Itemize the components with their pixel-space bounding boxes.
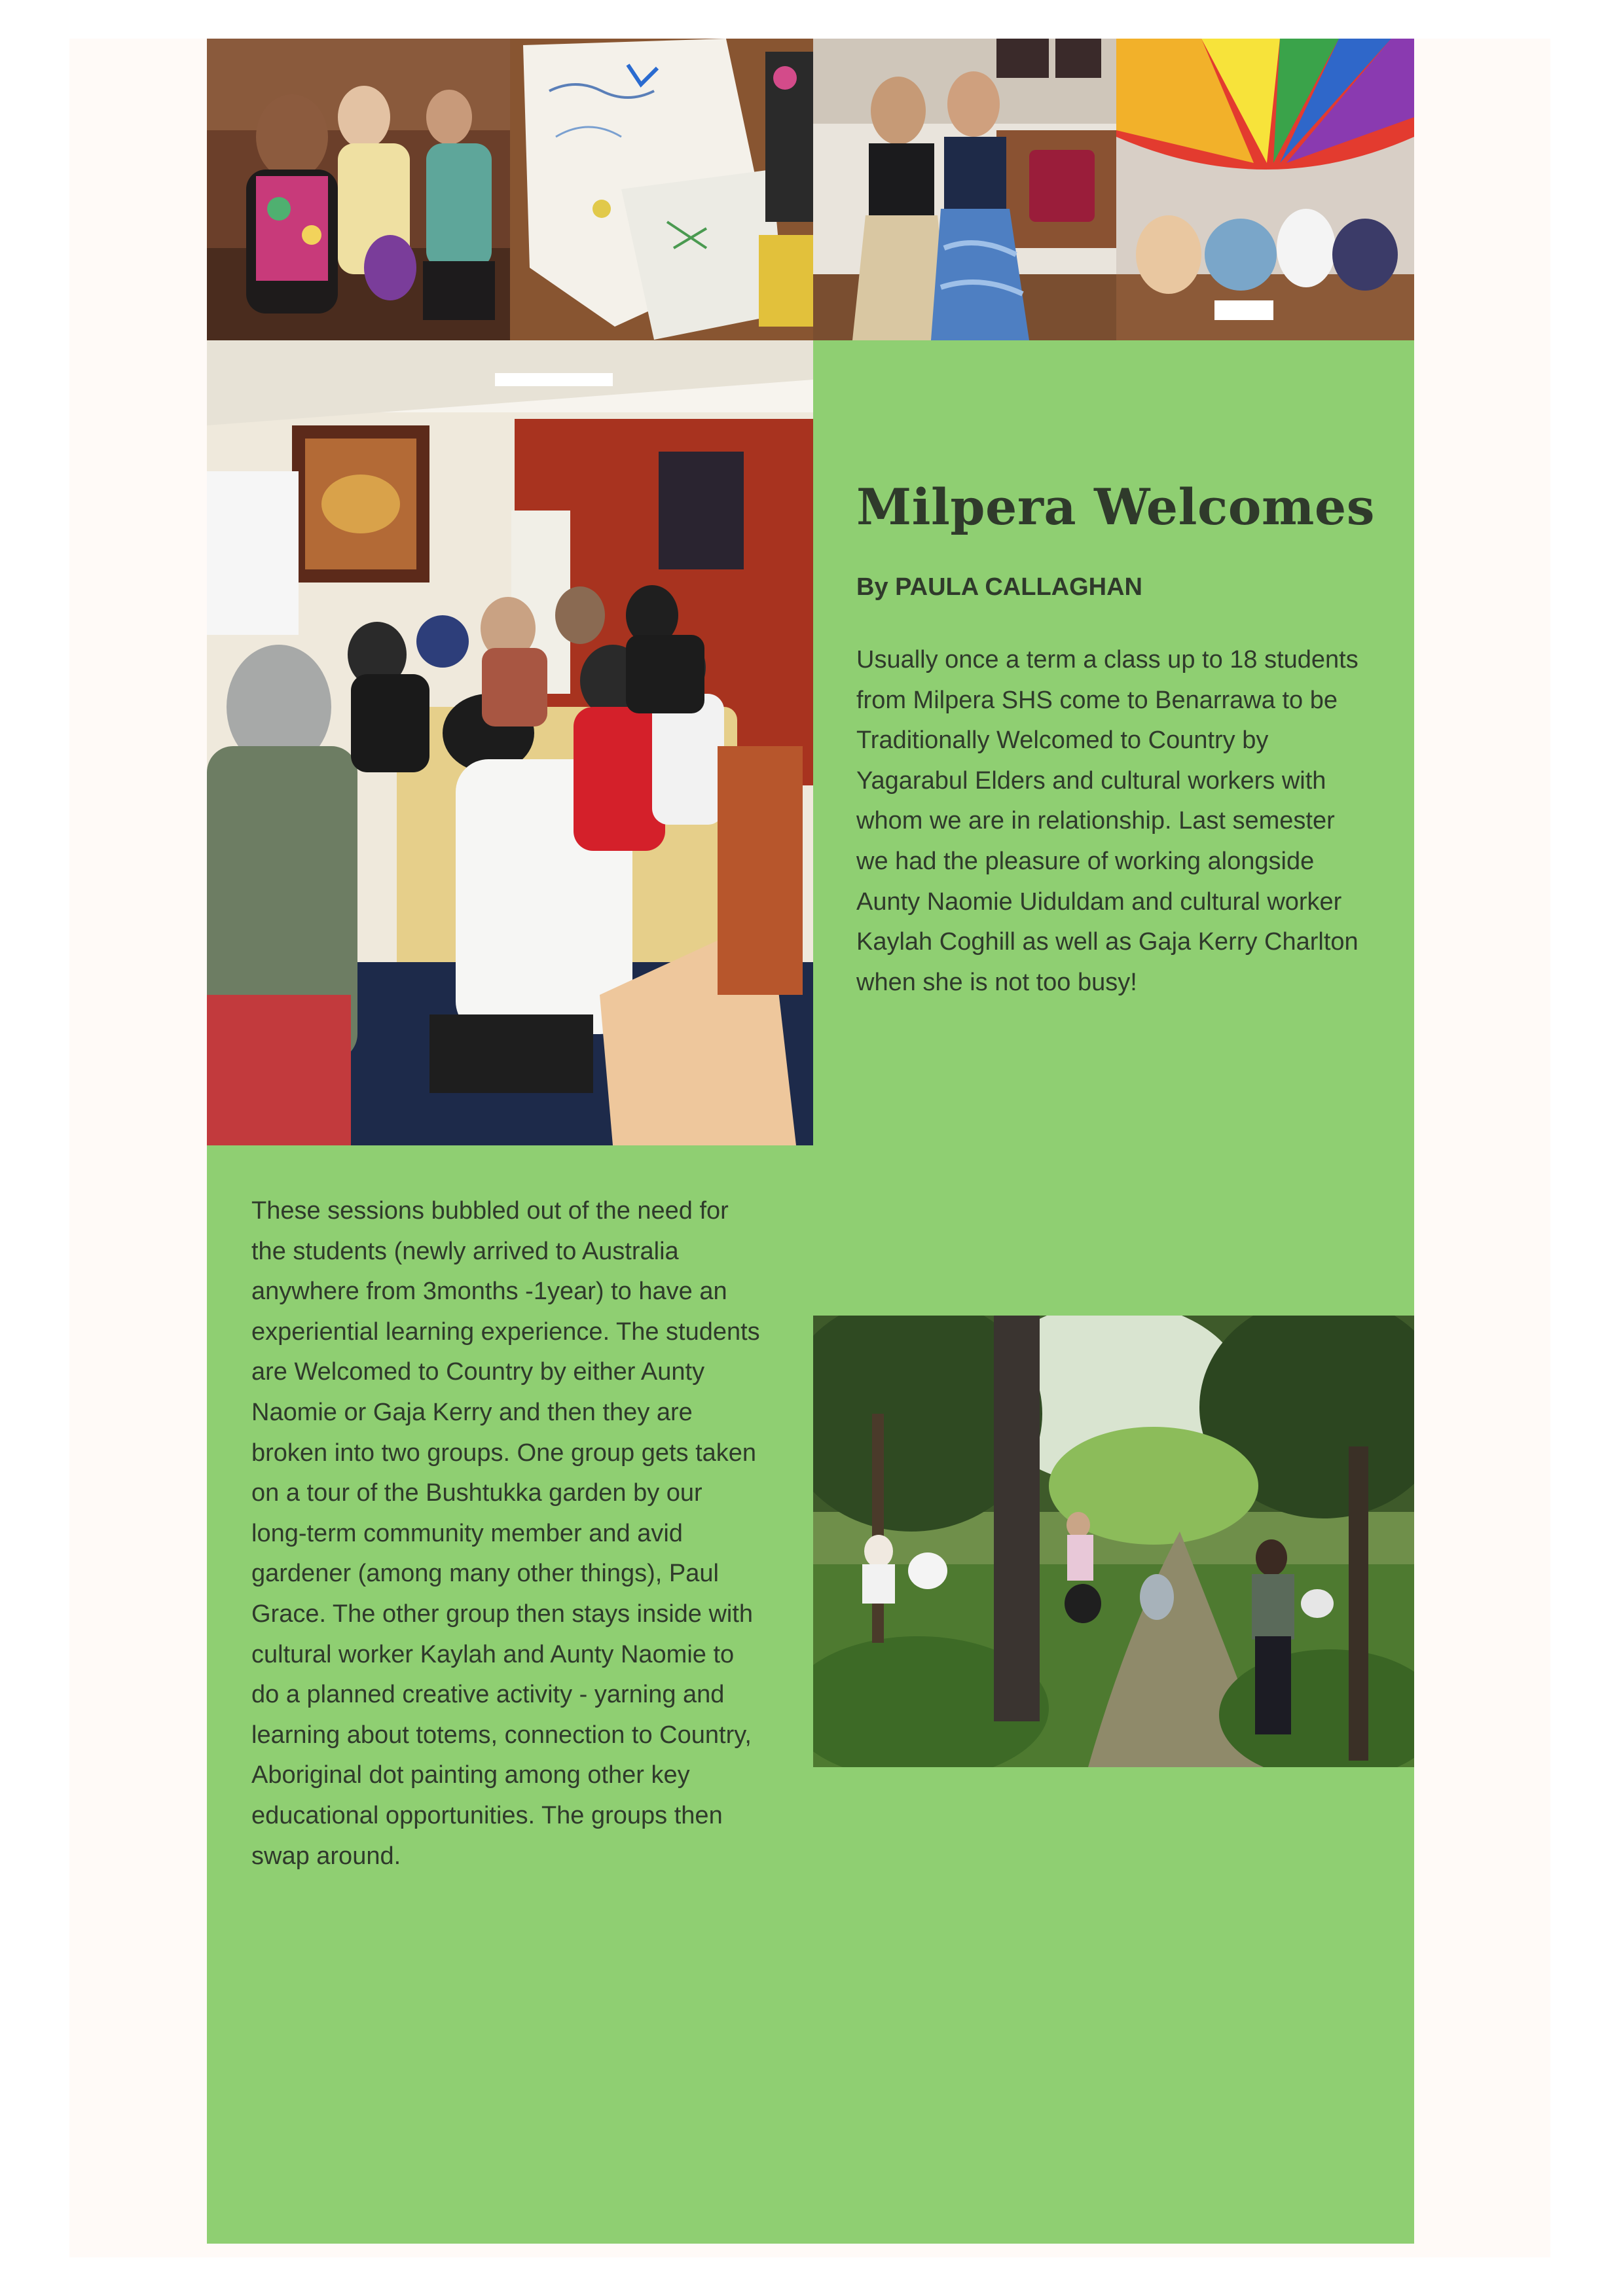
paragraph-line: are Welcomed to Country by either Aunty <box>251 1358 705 1386</box>
paragraph-line: swap around. <box>251 1842 401 1870</box>
paragraph-line: whom we are in relationship. Last semester <box>856 807 1335 835</box>
paragraph-line: the students (newly arrived to Australia <box>251 1237 679 1265</box>
photo-bushtukka-garden <box>813 1316 1414 1767</box>
paragraph-line: we had the pleasure of working alongside <box>856 847 1315 875</box>
paragraph-line: Usually once a term a class up to 18 students <box>856 646 1359 673</box>
paragraph-line: cultural worker Kaylah and Aunty Naomie to <box>251 1640 735 1668</box>
paragraph-line: on a tour of the Bushtukka garden by our <box>251 1479 702 1507</box>
paragraph-line: anywhere from 3months -1year) to have an <box>251 1278 727 1306</box>
paragraph-line: experiential learning experience. The students <box>251 1318 760 1346</box>
article-paragraph-1 <box>856 640 1359 1003</box>
article-title: Milpera Welcomes <box>856 478 1376 536</box>
paragraph-line: Grace. The other group then stays inside with <box>251 1600 754 1628</box>
paragraph-line: Naomie or Gaja Kerry and then they are <box>251 1398 693 1426</box>
paragraph-line: from Milpera SHS come to Benarrawa to be <box>856 686 1338 714</box>
paragraph-line: gardener (among many other things), Paul <box>251 1560 719 1588</box>
paragraph-line: educational opportunities. The groups then <box>251 1801 723 1829</box>
paragraph-line: long-term community member and avid <box>251 1519 683 1547</box>
paragraph-line: do a planned creative activity - yarning and <box>251 1681 725 1709</box>
article-paragraph-2 <box>251 1191 760 1876</box>
paragraph-line: broken into two groups. One group gets taken <box>251 1439 757 1467</box>
photo-elders-seated <box>207 39 510 340</box>
paragraph-line: when she is not too busy! <box>856 968 1137 996</box>
paragraph-line: These sessions bubbled out of the need for <box>251 1197 729 1225</box>
photo-classroom-activity <box>207 340 813 1145</box>
photo-puzzle-artwork <box>510 39 813 340</box>
paragraph-line: Aboriginal dot painting among other key <box>251 1761 690 1789</box>
article-byline: By PAULA CALLAGHAN <box>856 573 1142 601</box>
paragraph-line: learning about totems, connection to Country, <box>251 1721 752 1749</box>
paragraph-line: Yagarabul Elders and cultural workers with <box>856 766 1326 795</box>
photo-rainbow-parachute <box>1116 39 1414 340</box>
paragraph-line: Aunty Naomie Uiduldam and cultural worker <box>856 888 1342 916</box>
paragraph-line: Kaylah Coghill as well as Gaja Kerry Charlton <box>856 928 1359 956</box>
paragraph-line: Traditionally Welcomed to Country by <box>856 726 1269 755</box>
photo-students-traditional-dress <box>813 39 1116 340</box>
